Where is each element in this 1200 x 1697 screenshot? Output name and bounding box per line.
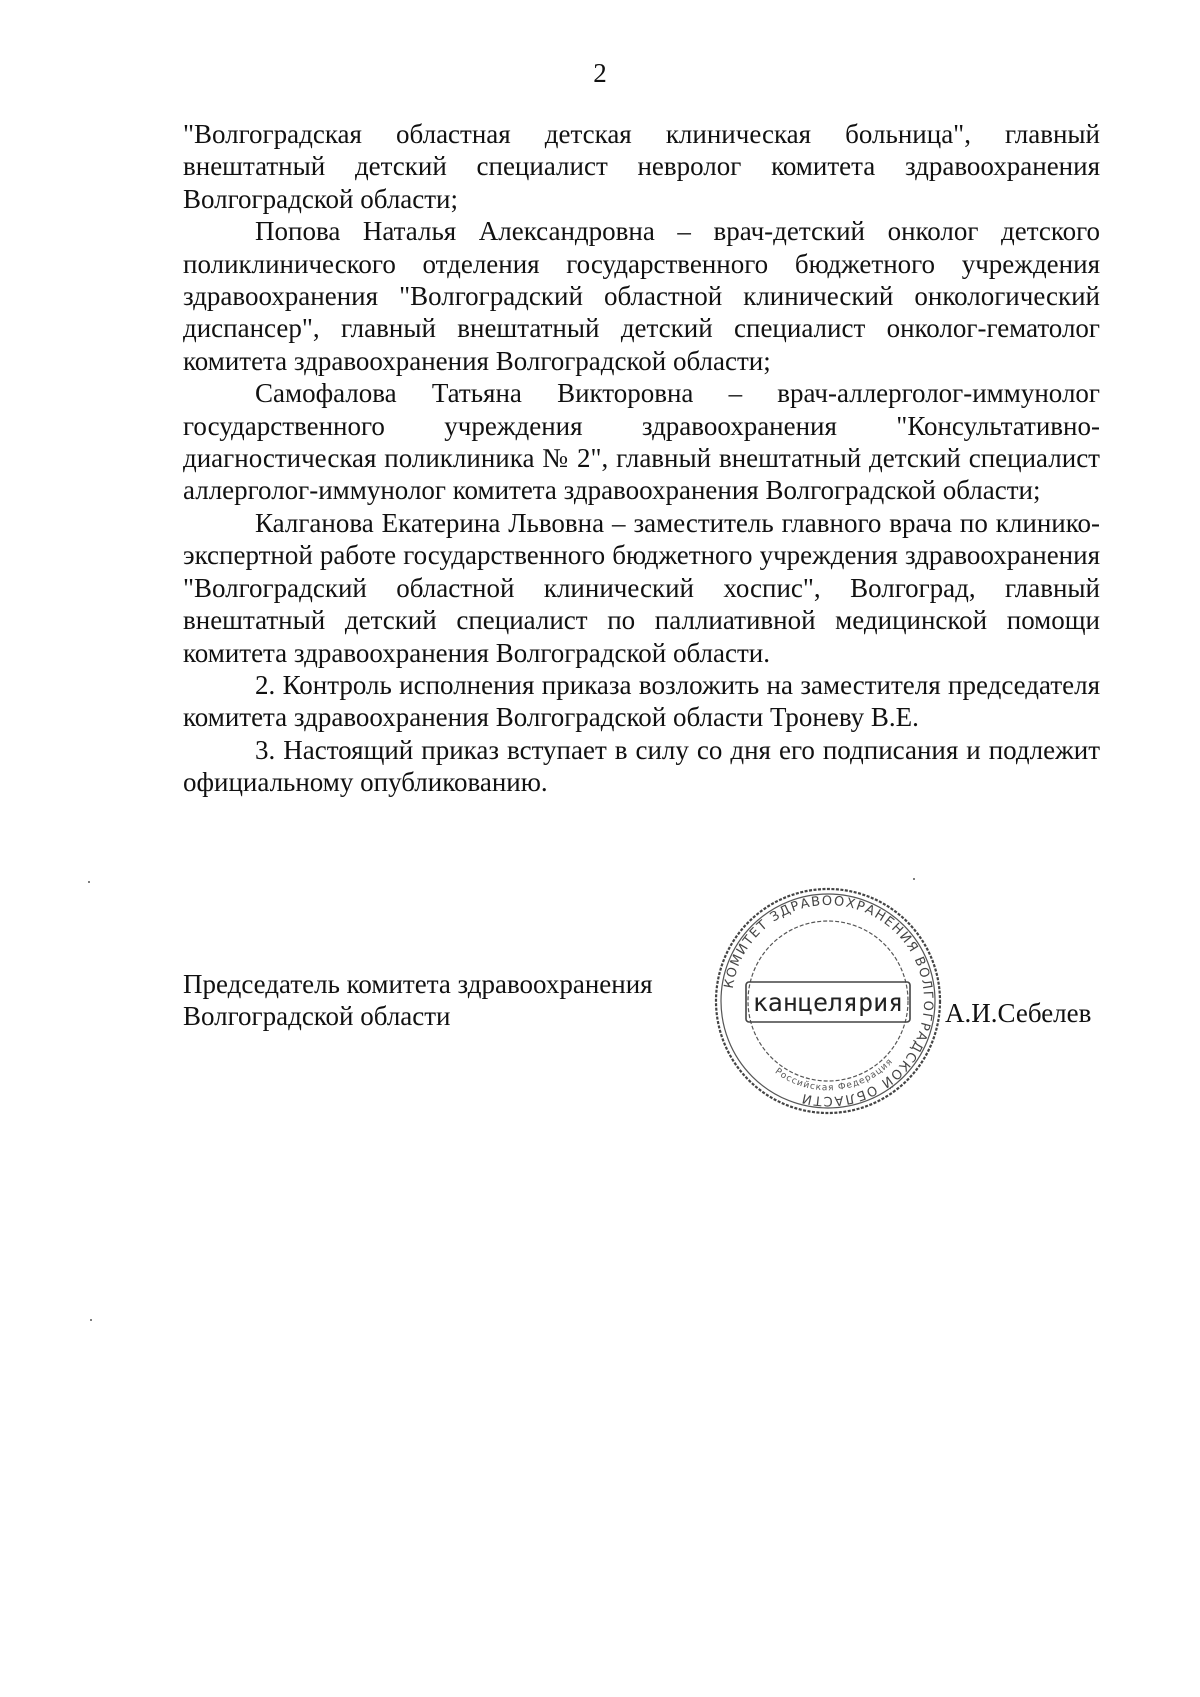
paragraph-popova: Попова Наталья Александровна – врач-детский онколог детского поликлинического отделения государственного бюджетного учреждения здравоохранения "Волгоградский областной клинический онкологический диспансер", главный внештатный детский специалист онколог-гематолог комитета здравоохранения Волгоградской области; bbox=[183, 216, 1100, 376]
office-stamp-seal bbox=[708, 881, 948, 1121]
paragraph-kalganova: Калганова Екатерина Львовна – заместитель главного врача по клинико-экспертной работе государственного бюджетного учреждения здравоохранения "Волгоградский областной клинический хоспис", Волгоград, главный внештатный детский специалист по паллиативной медицинской помощи комитета здравоохранения Волгоградской области. bbox=[183, 507, 1100, 668]
signatory-position-line-2: Волгоградской области bbox=[183, 1001, 451, 1031]
paragraph-item-3: 3. Настоящий приказ вступает в силу со дня его подписания и подлежит официальному опубликованию. bbox=[183, 734, 1100, 798]
signatory-position-line-1: Председатель комитета здравоохранения bbox=[183, 969, 653, 999]
scan-speck bbox=[913, 878, 915, 880]
paragraph-item-2: 2. Контроль исполнения приказа возложить на заместителя председателя комитета здравоохранения Волгоградской области Троневу В.Е. bbox=[183, 669, 1100, 733]
stamp-bottom-text: Российская Федерация bbox=[772, 1056, 896, 1094]
signatory-position bbox=[183, 968, 653, 1032]
signatory-name: А.И.Себелев bbox=[945, 998, 1092, 1028]
scan-speck bbox=[90, 1319, 92, 1321]
document-body bbox=[183, 118, 1100, 799]
stamp-ring-text: КОМИТЕТ ЗДРАВООХРАНЕНИЯ ВОЛГОГРАДСКОЙ ОБЛАСТИ bbox=[721, 893, 936, 1109]
paragraph-samofalova: Самофалова Татьяна Викторовна – врач-аллерголог-иммунолог государственного учреждения здравоохранения "Консультативно-диагностическая поликлиника № 2", главный внештатный детский специалист аллерголог-иммунолог комитета здравоохранения Волгоградской области; bbox=[183, 378, 1100, 506]
paragraph-continuation: "Волгоградская областная детская клиническая больница", главный внештатный детский специалист невролог комитета здравоохранения Волгоградской области; bbox=[183, 119, 1100, 214]
page-number: 2 bbox=[593, 58, 607, 88]
stamp-center-text: канцелярия bbox=[752, 988, 904, 1017]
scan-speck bbox=[88, 881, 90, 883]
